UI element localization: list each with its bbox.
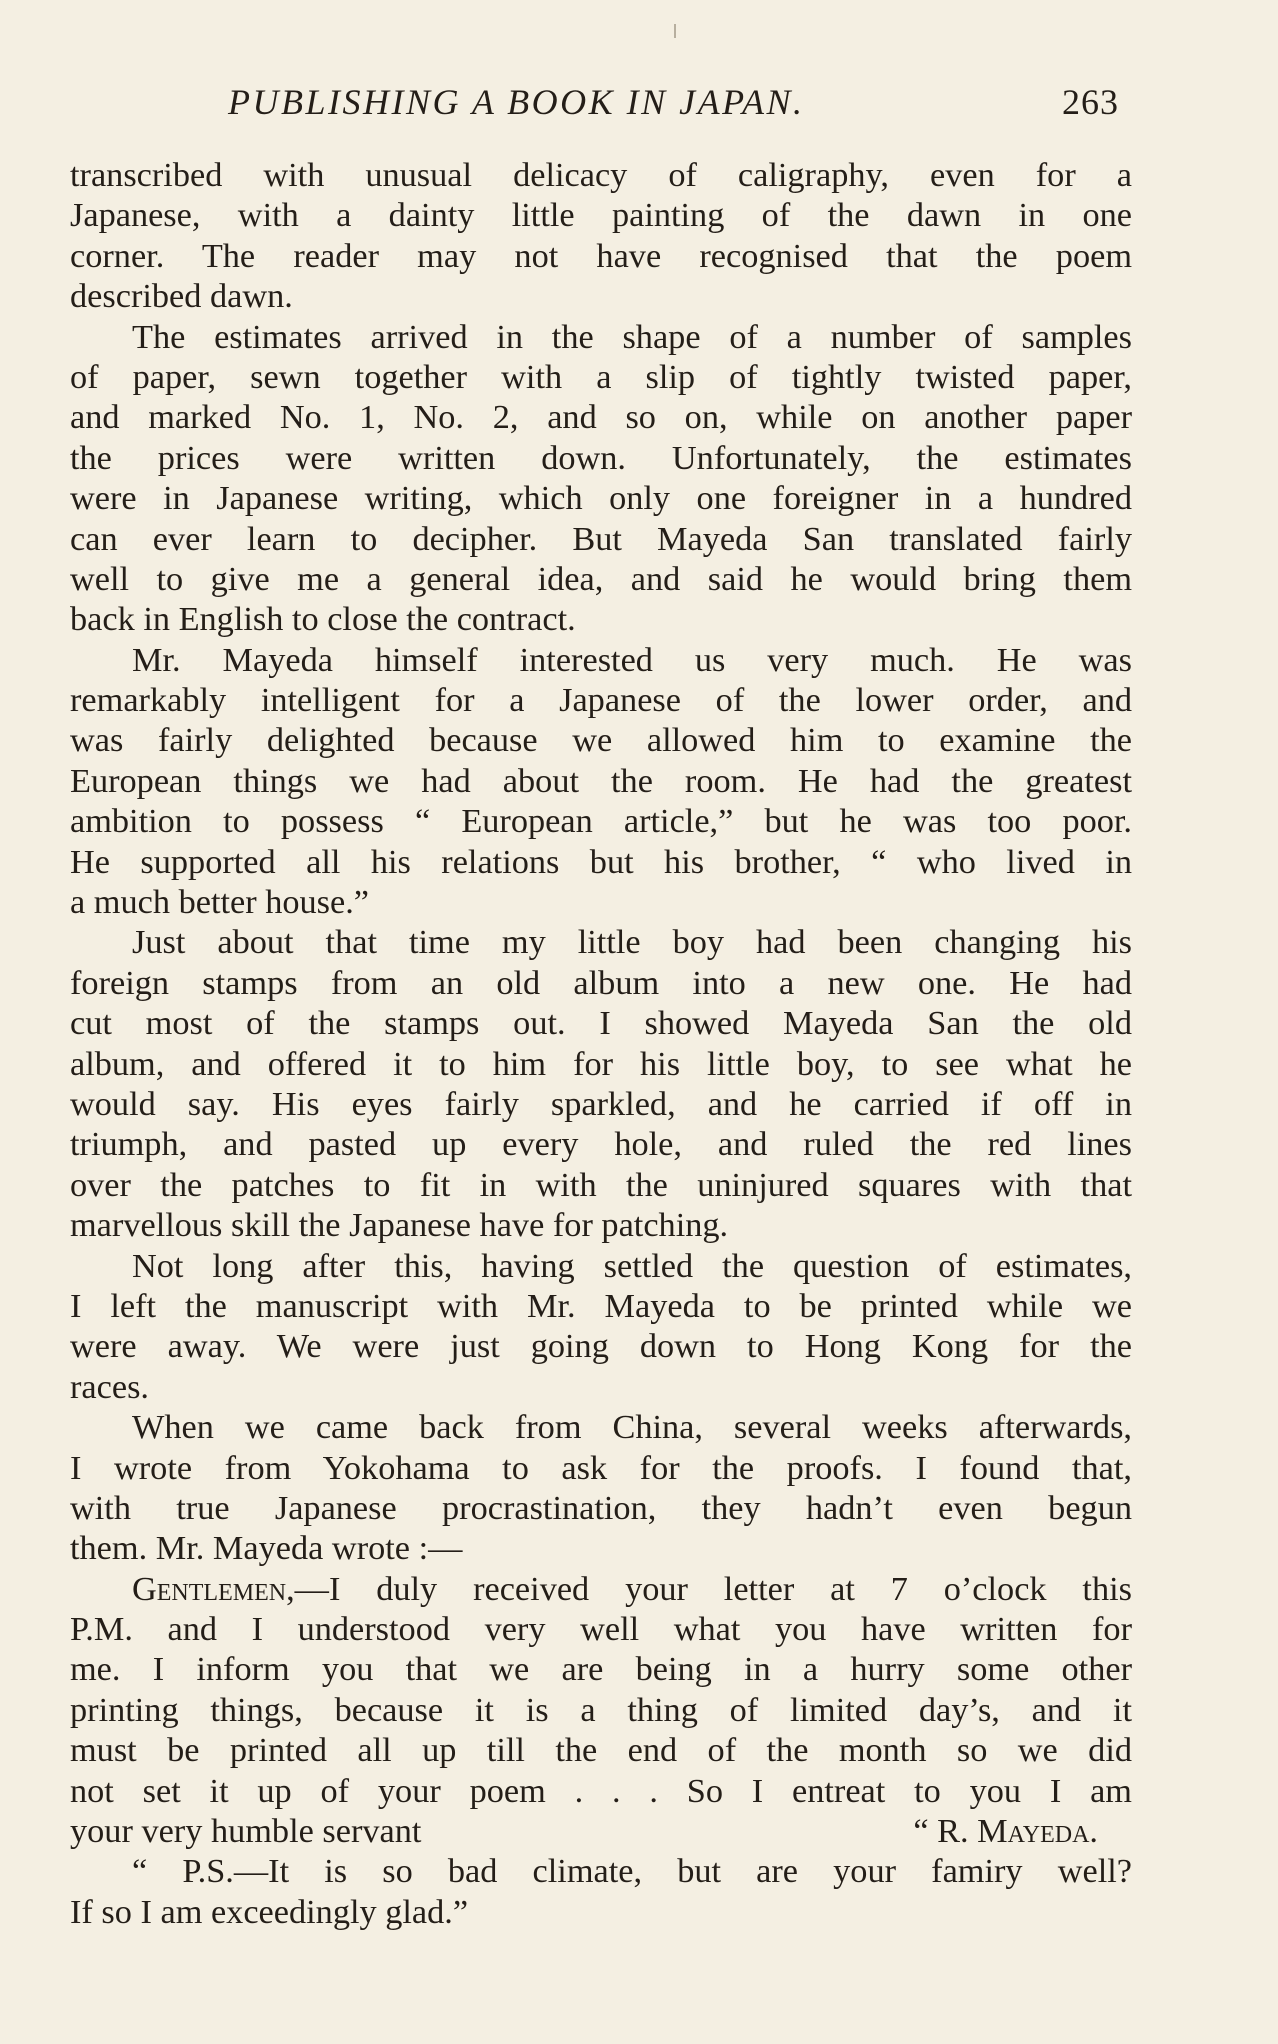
text-line: When we came back from China, several weeks afterwards, bbox=[132, 1408, 1132, 1447]
text-line: remarkably intelligent for a Japanese of the lower order, and bbox=[70, 681, 1132, 720]
letter-line: printing things, because it is a thing of limited day’s, and it bbox=[70, 1690, 1132, 1729]
text-line: well to give me a general idea, and said he would bring them bbox=[70, 559, 1132, 598]
signature-name: Mayeda. bbox=[977, 1812, 1098, 1851]
letter-line: not set it up of your poem . . . So I entreat to you I am bbox=[70, 1771, 1132, 1810]
text-line: a much better house.” bbox=[70, 883, 370, 922]
text-line: album, and offered it to him for his little boy, to see what he bbox=[70, 1044, 1132, 1083]
postscript-line: “ P.S.—It is so bad climate, but are your famiry well? bbox=[132, 1852, 1132, 1891]
text-line: triumph, and pasted up every hole, and ruled the red lines bbox=[70, 1125, 1132, 1164]
text-line: was fairly delighted because we allowed him to examine the bbox=[70, 721, 1132, 760]
letter-line: me. I inform you that we are being in a hurry some other bbox=[70, 1650, 1132, 1689]
text-line: ambition to possess “ European article,” but he was too poor. bbox=[70, 802, 1132, 841]
letter-salutation: Gentlemen, bbox=[132, 1569, 295, 1608]
text-line: corner. The reader may not have recognised that the poem bbox=[70, 236, 1132, 275]
text-line: of paper, sewn together with a slip of tightly twisted paper, bbox=[70, 357, 1132, 396]
page-number: 263 bbox=[1062, 82, 1119, 122]
text-line: cut most of the stamps out. I showed Mayeda San the old bbox=[70, 1004, 1132, 1043]
text-line: foreign stamps from an old album into a new one. He had bbox=[70, 963, 1132, 1002]
text-line: European things we had about the room. He had the greatest bbox=[70, 761, 1132, 800]
text-line: the prices were written down. Unfortunately, the estimates bbox=[70, 438, 1132, 477]
postscript-line: If so I am exceedingly glad.” bbox=[70, 1892, 469, 1931]
text-line: them. Mr. Mayeda wrote :— bbox=[70, 1529, 463, 1568]
letter-closing: your very humble servant bbox=[70, 1812, 422, 1851]
text-line: can ever learn to decipher. But Mayeda San translated fairly bbox=[70, 519, 1132, 558]
letter-signature bbox=[913, 1811, 1098, 1851]
text-line: The estimates arrived in the shape of a number of samples bbox=[132, 317, 1132, 356]
letter-line: P.M. and I understood very well what you have written for bbox=[70, 1610, 1132, 1649]
text-line: He supported all his relations but his brother, “ who lived in bbox=[70, 842, 1132, 881]
text-line: races. bbox=[70, 1367, 150, 1406]
signature-prefix: “ R. bbox=[913, 1812, 978, 1851]
text-line: I wrote from Yokohama to ask for the proofs. I found that, bbox=[70, 1448, 1132, 1487]
text-line: were away. We were just going down to Hong Kong for the bbox=[70, 1327, 1132, 1366]
text-line: transcribed with unusual delicacy of caligraphy, even for a bbox=[70, 156, 1132, 194]
print-mark bbox=[674, 24, 676, 38]
text-line: Not long after this, having settled the question of estimates, bbox=[132, 1246, 1132, 1285]
text-line: Mr. Mayeda himself interested us very much. He was bbox=[132, 640, 1132, 679]
letter-line: must be printed all up till the end of the month so we did bbox=[70, 1731, 1132, 1770]
text-line: marvellous skill the Japanese have for patching. bbox=[70, 1206, 729, 1245]
text-line: Just about that time my little boy had been changing his bbox=[132, 923, 1132, 962]
text-line: would say. His eyes fairly sparkled, and he carried if off in bbox=[70, 1084, 1132, 1123]
letter-text: —I duly received your letter at 7 o’clock this bbox=[294, 1569, 1132, 1608]
body-text bbox=[70, 155, 1132, 1932]
running-title: PUBLISHING A BOOK IN JAPAN. bbox=[228, 82, 805, 122]
text-line: and marked No. 1, No. 2, and so on, while on another paper bbox=[70, 398, 1132, 437]
text-line: described dawn. bbox=[70, 277, 293, 316]
text-line: I left the manuscript with Mr. Mayeda to be printed while we bbox=[70, 1286, 1132, 1325]
text-line: with true Japanese procrastination, they hadn’t even begun bbox=[70, 1488, 1132, 1527]
text-line: were in Japanese writing, which only one foreigner in a hundred bbox=[70, 479, 1132, 518]
text-line: Japanese, with a dainty little painting of the dawn in one bbox=[70, 196, 1132, 235]
letter-signature-line bbox=[70, 1811, 1132, 1851]
text-line: over the patches to fit in with the uninjured squares with that bbox=[70, 1165, 1132, 1204]
text-line: back in English to close the contract. bbox=[70, 600, 576, 639]
letter-first-line bbox=[70, 1569, 1132, 1609]
